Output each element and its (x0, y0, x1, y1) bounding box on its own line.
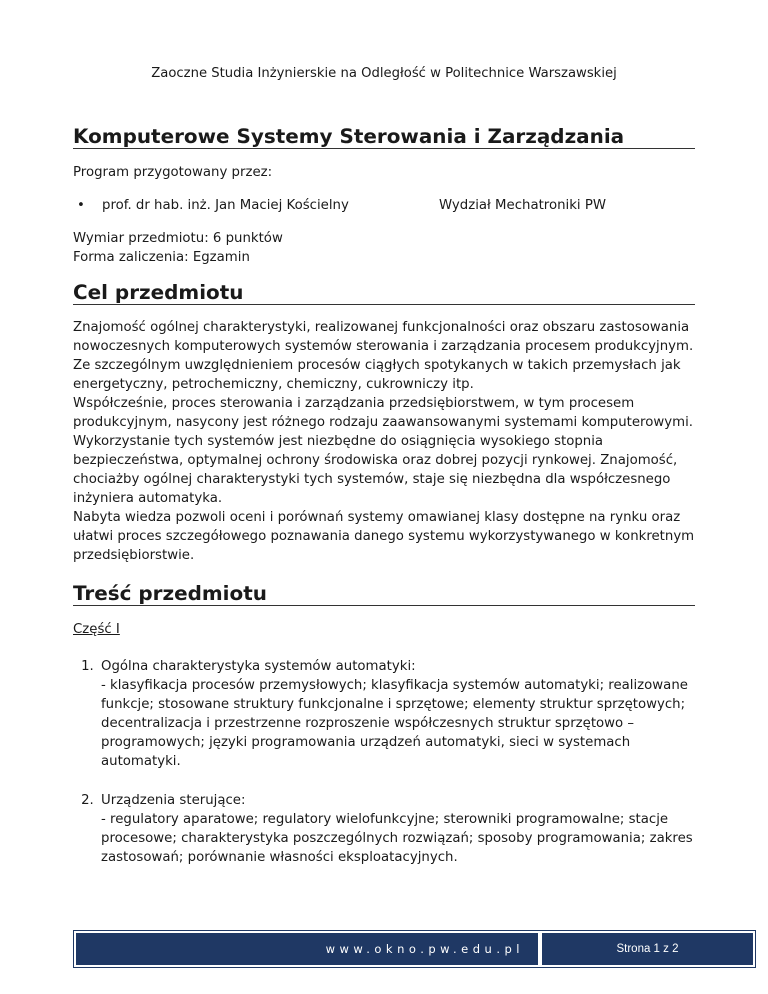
author-name: prof. dr hab. inż. Jan Maciej Kościelny (102, 198, 349, 213)
goal-paragraph: Współcześnie, proces sterowania i zarządzania przedsiębiorstwem, w tym procesem produkcyjnym, nasycony jest różnego rodzaju zaawansowanymi systemami komputerowymi. Wykorzystanie tych systemów jest niezbędne do osiągnięcia wysokiego stopnia bezpieczeństwa, optymalnej ochrony środowiska oraz dobrej pozycji rynkowej. Znajomość, chociażby ogólnej charakterystyki tych systemów, staje się niezbędna dla współczesnego inżyniera automatyka. (73, 396, 693, 506)
page-footer (73, 930, 756, 968)
bullet-icon: • (77, 198, 85, 213)
list-item (98, 657, 695, 771)
course-assessment: Forma zaliczenia: Egzamin (73, 250, 250, 265)
faculty-name: Wydział Mechatroniki PW (439, 198, 607, 213)
goal-text (73, 318, 695, 565)
course-title: Komputerowe Systemy Sterowania i Zarządzania (73, 127, 695, 149)
author-row (73, 196, 695, 215)
list-item-body: - klasyfikacja procesów przemysłowych; klasyfikacja systemów automatyki; realizowane funkcje; stosowane struktury funkcjonalne i sprzętowe; elementy struktur sprzętowych; decentralizacja i przestrzenne rozproszenie współczesnych struktur sprzętowo – programowych; języki programowania urządzeń automatyki, sieci w systemach automatyki. (101, 678, 688, 769)
list-item-body: - regulatory aparatowe; regulatory wielofunkcyjne; sterowniki programowalne; stacje procesowe; charakterystyka poszczególnych rozwiązań; sposoby programowania; zakres zastosowań; porównanie własności eksploatacyjnych. (101, 812, 693, 865)
list-item-title: 1. Ogólna charakterystyka systemów automatyki: (101, 659, 416, 674)
contents-list (73, 657, 695, 867)
page-header: Zaoczne Studia Inżynierskie na Odległość w Politechnice Warszawskiej (151, 66, 617, 81)
footer-url[interactable]: www.okno.pw.edu.pl (76, 933, 538, 965)
goal-heading: Cel przedmiotu (73, 283, 695, 305)
document-body (73, 124, 695, 887)
prepared-by-label: Program przygotowany przez: (73, 165, 273, 180)
contents-heading: Treść przedmiotu (73, 584, 695, 606)
page-number: Strona 1 z 2 (542, 933, 753, 965)
list-item-title: 2. Urządzenia sterujące: (101, 793, 246, 808)
list-item (98, 791, 695, 867)
course-scope: Wymiar przedmiotu: 6 punktów (73, 231, 283, 246)
part-label: Część I (73, 622, 120, 637)
course-meta (73, 229, 695, 267)
goal-paragraph: Znajomość ogólnej charakterystyki, realizowanej funkcjonalności oraz obszaru zastosowania nowoczesnych komputerowych systemów sterowania i zarządzania procesem produkcyjnym. Ze szczególnym uwzględnieniem procesów ciągłych spotykanych w takich przemysłach jak energetyczny, petrochemiczny, chemiczny, cukrowniczy itp. (73, 320, 694, 392)
goal-paragraph: Nabyta wiedza pozwoli oceni i porównań systemy omawianej klasy dostępne na rynku oraz ułatwi proces szczegółowego poznawania danego systemu wykorzystywanego w konkretnym przedsiębiorstwie. (73, 510, 695, 563)
